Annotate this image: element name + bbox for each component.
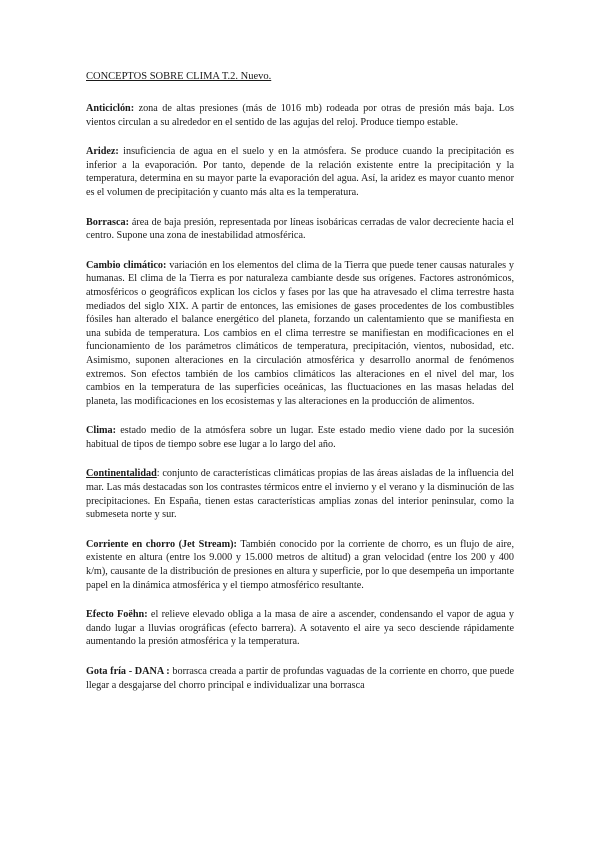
entry-term: Borrasca:	[86, 216, 129, 228]
entry-corriente-en-chorro	[86, 538, 514, 592]
entry-cambio-climatico	[86, 259, 514, 409]
entry-gota-fria	[86, 665, 514, 692]
entry-definition: borrasca creada a partir de profundas vaguadas de la corriente en chorro, que puede llegar a desgajarse del chorro principal e individualizar una borrasca	[86, 666, 515, 691]
entry-anticiclon	[86, 102, 514, 129]
entry-borrasca	[86, 216, 514, 243]
entry-definition: También conocido por la corriente de chorro, es un flujo de aire, existente en altura (entre los 9.000 y 15.000 metros de altitud) a gran velocidad (entre los 200 y 400 k/m), causante de la distribución de presiones en altura y superficie, por lo que desempeña un importante papel en la dinámica atmosférica y el tiempo atmosférico resultante.	[86, 538, 514, 591]
entry-term: Efecto Foëhn:	[86, 609, 148, 621]
entry-efecto-foehn	[86, 608, 514, 649]
entry-term: Cambio climático:	[86, 259, 167, 271]
document-page	[86, 70, 514, 708]
entry-term: Continentalidad	[86, 468, 157, 480]
entry-definition: el relieve elevado obliga a la masa de aire a ascender, condensando el vapor de agua y dando lugar a lluvias orográficas (efecto barrera). A sotavento el aire ya seco desciende rápidamente aumentando la presión atmosférica y la temperatura.	[86, 609, 515, 648]
document-title: CONCEPTOS SOBRE CLIMA T.2. Nuevo.	[86, 71, 272, 82]
entry-definition: zona de altas presiones (más de 1016 mb) rodeada por otras de presión más baja. Los vientos circulan a su alrededor en el sentido de las agujas del reloj. Produce tiempo estable.	[86, 103, 514, 128]
entry-definition: estado medio de la atmósfera sobre un lugar. Este estado medio viene dado por la sucesión habitual de tipos de tiempo sobre ese lugar a lo largo del año.	[86, 425, 514, 450]
entry-term: Clima:	[86, 425, 116, 437]
entry-clima	[86, 424, 514, 451]
entry-definition: variación en los elementos del clima de la Tierra que puede tener causas naturales y humanas. El clima de la Tierra es por naturaleza cambiante desde sus orígenes. Factores astronómicos, atmosféricos o geográficos explican los ciclos y fases por las que ha atravesado el clima terrestre hasta mediados del siglo XIX. A partir de entonces, las emisiones de gases procedentes de los combustibles fósiles han alterado el balance energético del planeta, forzando un calentamiento que se manifiesta en una subida de temperatura. Los cambios en el clima terrestre se manifiestan en modificaciones en el funcionamiento de los parámetros climáticos de temperatura, precipitación, vientos, nubosidad, etc. Asimismo, suponen alteraciones en la circulación atmosférica y desarrollo anormal de fenómenos extremos. Son efectos también de los cambios climáticos las alteraciones en el nivel del mar, los cambios en la temperatura de las superficies oceánicas, las fluctuaciones en las masas heladas del planeta, las modificaciones en los ecosistemas y las alteraciones en la producción de alimentos.	[86, 259, 514, 407]
entry-definition: área de baja presión, representada por líneas isobáricas cerradas de valor decreciente hacia el centro. Supone una zona de inestabilidad atmosférica.	[86, 216, 514, 242]
entry-term: Corriente en chorro (Jet Stream):	[86, 538, 237, 550]
entry-term: Aridez:	[86, 146, 119, 158]
entry-definition: : conjunto de características climáticas propias de las áreas aisladas de la influencia del mar. Las más destacadas son los contrastes térmicos entre el invierno y el verano y la disminución de las precipitaciones. En España, tienen estas características amplias zonas del interior peninsular, como la submeseta norte y sur.	[86, 468, 514, 521]
entry-aridez	[86, 145, 514, 199]
entry-definition: insuficiencia de agua en el suelo y en la atmósfera. Se produce cuando la precipitación es inferior a la evaporación. Por tanto, depende de la relación existente entre la precipitación y la temperatura, determina en su mayor parte la evaporación del agua. Así, la aridez es mayor cuanto menor es el volumen de precipitación y cuanto más alta es la temperatura.	[86, 146, 514, 198]
entry-term: Gota fría - DANA :	[86, 666, 170, 677]
entry-term: Anticiclón:	[86, 103, 135, 114]
entry-continentalidad	[86, 467, 514, 521]
